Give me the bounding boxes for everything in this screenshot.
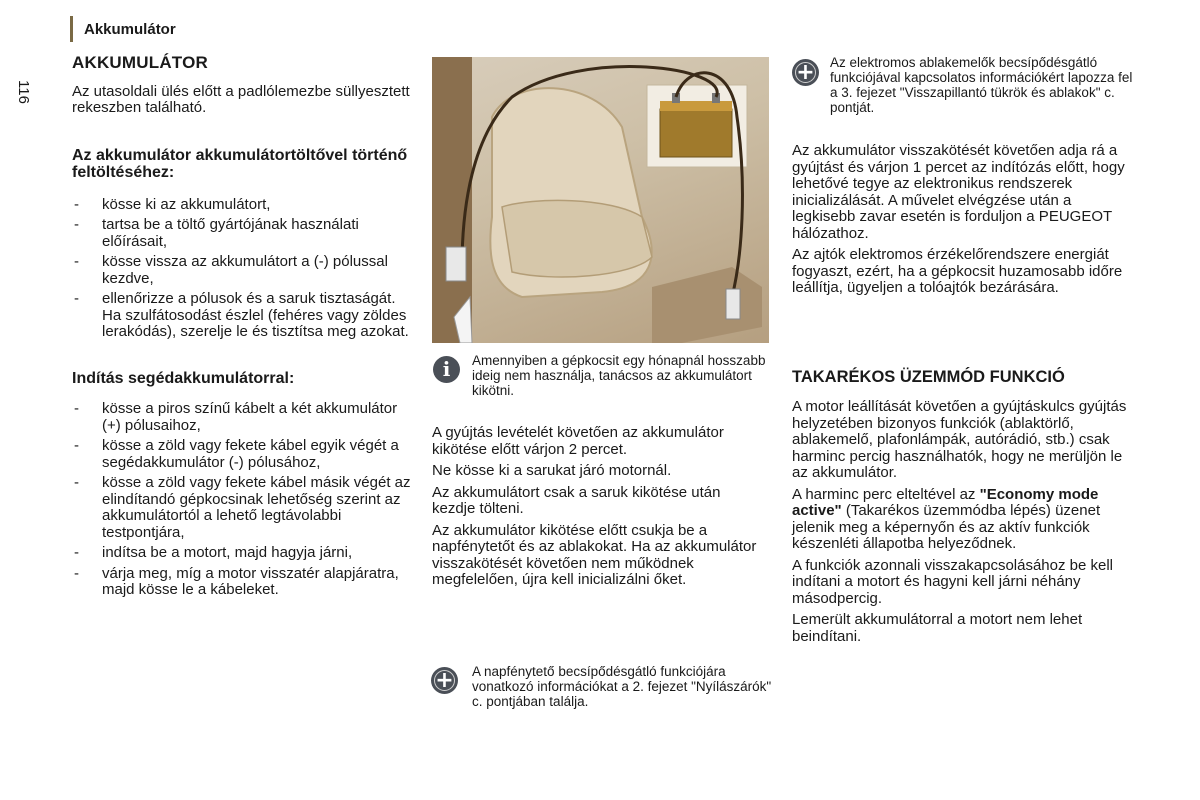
cross-reference-note: Az elektromos ablakemelők becsípődésgátló funkciójával kapcsolatos információkért lapozza fel a 3. fejezet "Visszapillantó tükrök és ablakok" c. pontját. — [830, 55, 1133, 115]
list-item: - kösse ki az akkumulátort, — [72, 197, 412, 214]
paragraph: Az akkumulátor kikötése előtt csukja be a napfénytetőt és az ablakokat. Ha az akkumulátor visszakötését követően nem működnek megfelelően, újra kell inicializálni őket. — [432, 521, 757, 588]
paragraph: Az ajtók elektromos érzékelőrendszere energiát fogyaszt, ezért, ha a gépkocsit huzamosabb időre leállítja, ügyeljen a tolóajtók bezárására. — [792, 246, 1123, 296]
header-accent-bar — [70, 16, 73, 42]
charging-heading: Az akkumulátor akkumulátortöltővel történő feltöltéséhez: — [72, 146, 408, 181]
info-icon: i — [433, 356, 460, 383]
page-title: AKKUMULÁTOR — [72, 53, 208, 72]
list-item: - ellenőrizze a pólusok és a saruk tisztaságát. Ha szulfátosodást észlel (fehéres vagy zöldes lerakódás), szerelje le és tisztítsa meg azokat. — [72, 291, 412, 341]
paragraph: A motor leállítását követően a gyújtáskulcs gyújtás helyzetében bizonyos funkciók (ablaktörlő, ablakemelő, plafonlámpák, autórádió, stb.) csak harminc percig használhatók, hogy ne merüljön le az akkumulátor. — [792, 398, 1127, 481]
list-item: - kösse a piros színű kábelt a két akkumulátor (+) pólusaihoz, — [72, 401, 412, 434]
list-item: - várja meg, míg a motor visszatér alapjáratra, majd kösse le a kábeleket. — [72, 566, 412, 599]
jump-start-steps-list — [72, 401, 412, 599]
page-number: 116 — [15, 80, 32, 104]
paragraph: Lemerült akkumulátorral a motort nem lehet beindítani. — [792, 611, 1083, 645]
charging-steps-list — [72, 197, 412, 341]
column-left — [72, 55, 412, 603]
paragraph: Ne kösse ki a sarukat járó motornál. — [432, 462, 672, 479]
paragraph — [792, 487, 1137, 553]
paragraph: A gyújtás levételét követően az akkumulátor kikötése előtt várjon 2 percet. — [432, 424, 724, 458]
list-item: - kösse vissza az akkumulátort a (-) pólussal kezdve, — [72, 254, 412, 287]
battery-location-illustration — [432, 57, 769, 343]
info-note: Amennyiben a gépkocsit egy hónapnál hosszabb ideig nem használja, tanácsos az akkumulátort kikötni. — [472, 353, 766, 398]
list-item: - indítsa be a motort, majd hagyja járni, — [72, 545, 412, 562]
cross-reference-note: A napfénytető becsípődésgátló funkciójára vonatkozó információkat a 2. fejezet "Nyílászárók" c. pontjában találja. — [472, 664, 772, 709]
intro-paragraph: Az utasoldali ülés előtt a padlólemezbe süllyesztett rekeszben található. — [72, 82, 410, 116]
paragraph: Az akkumulátort csak a saruk kikötése után kezdje tölteni. — [432, 483, 721, 517]
plus-icon: + — [431, 667, 458, 694]
economy-mode-heading: TAKARÉKOS ÜZEMMÓD FUNKCIÓ — [792, 367, 1065, 386]
section-header: Akkumulátor — [84, 21, 176, 38]
seat-battery-drawing — [432, 57, 769, 343]
paragraph: A funkciók azonnali visszakapcsolásához be kell indítani a motort és hagyni kell járni néhány másodpercig. — [792, 556, 1114, 607]
plus-icon: + — [792, 59, 819, 86]
text-fragment: (Takarékos üzemmódba lépés) üzenet jelenik meg a képernyőn és az aktív funkciók készenléti állapotba helyeződnek. — [792, 502, 1101, 552]
text-fragment: A harminc perc elteltével az — [792, 485, 976, 503]
economy-message: "Economy mode active" — [792, 485, 1099, 519]
paragraph: Az akkumulátor visszakötését követően adja rá a gyújtást és várjon 1 percet az indítózás előtt, hogy lehetővé tegye az elektronikus rendszerek inicializálását. A művelet elvégzése után a legkisebb zavar esetén is forduljon a PEUGEOT hálózathoz. — [792, 142, 1125, 242]
list-item: - kösse a zöld vagy fekete kábel egyik végét a segédakkumulátor (-) pólusához, — [72, 438, 412, 471]
column-right — [792, 143, 1137, 645]
list-item: - tartsa be a töltő gyártójának használati előírásait, — [72, 217, 412, 250]
column-middle — [432, 425, 767, 589]
jump-start-heading: Indítás segédakkumulátorral: — [72, 369, 295, 387]
list-item: - kösse a zöld vagy fekete kábel másik végét az elindítandó gépkocsinak lehetőség szerint az akkumulátortól a lehető legtávolabbi testpontjára, — [72, 475, 412, 541]
